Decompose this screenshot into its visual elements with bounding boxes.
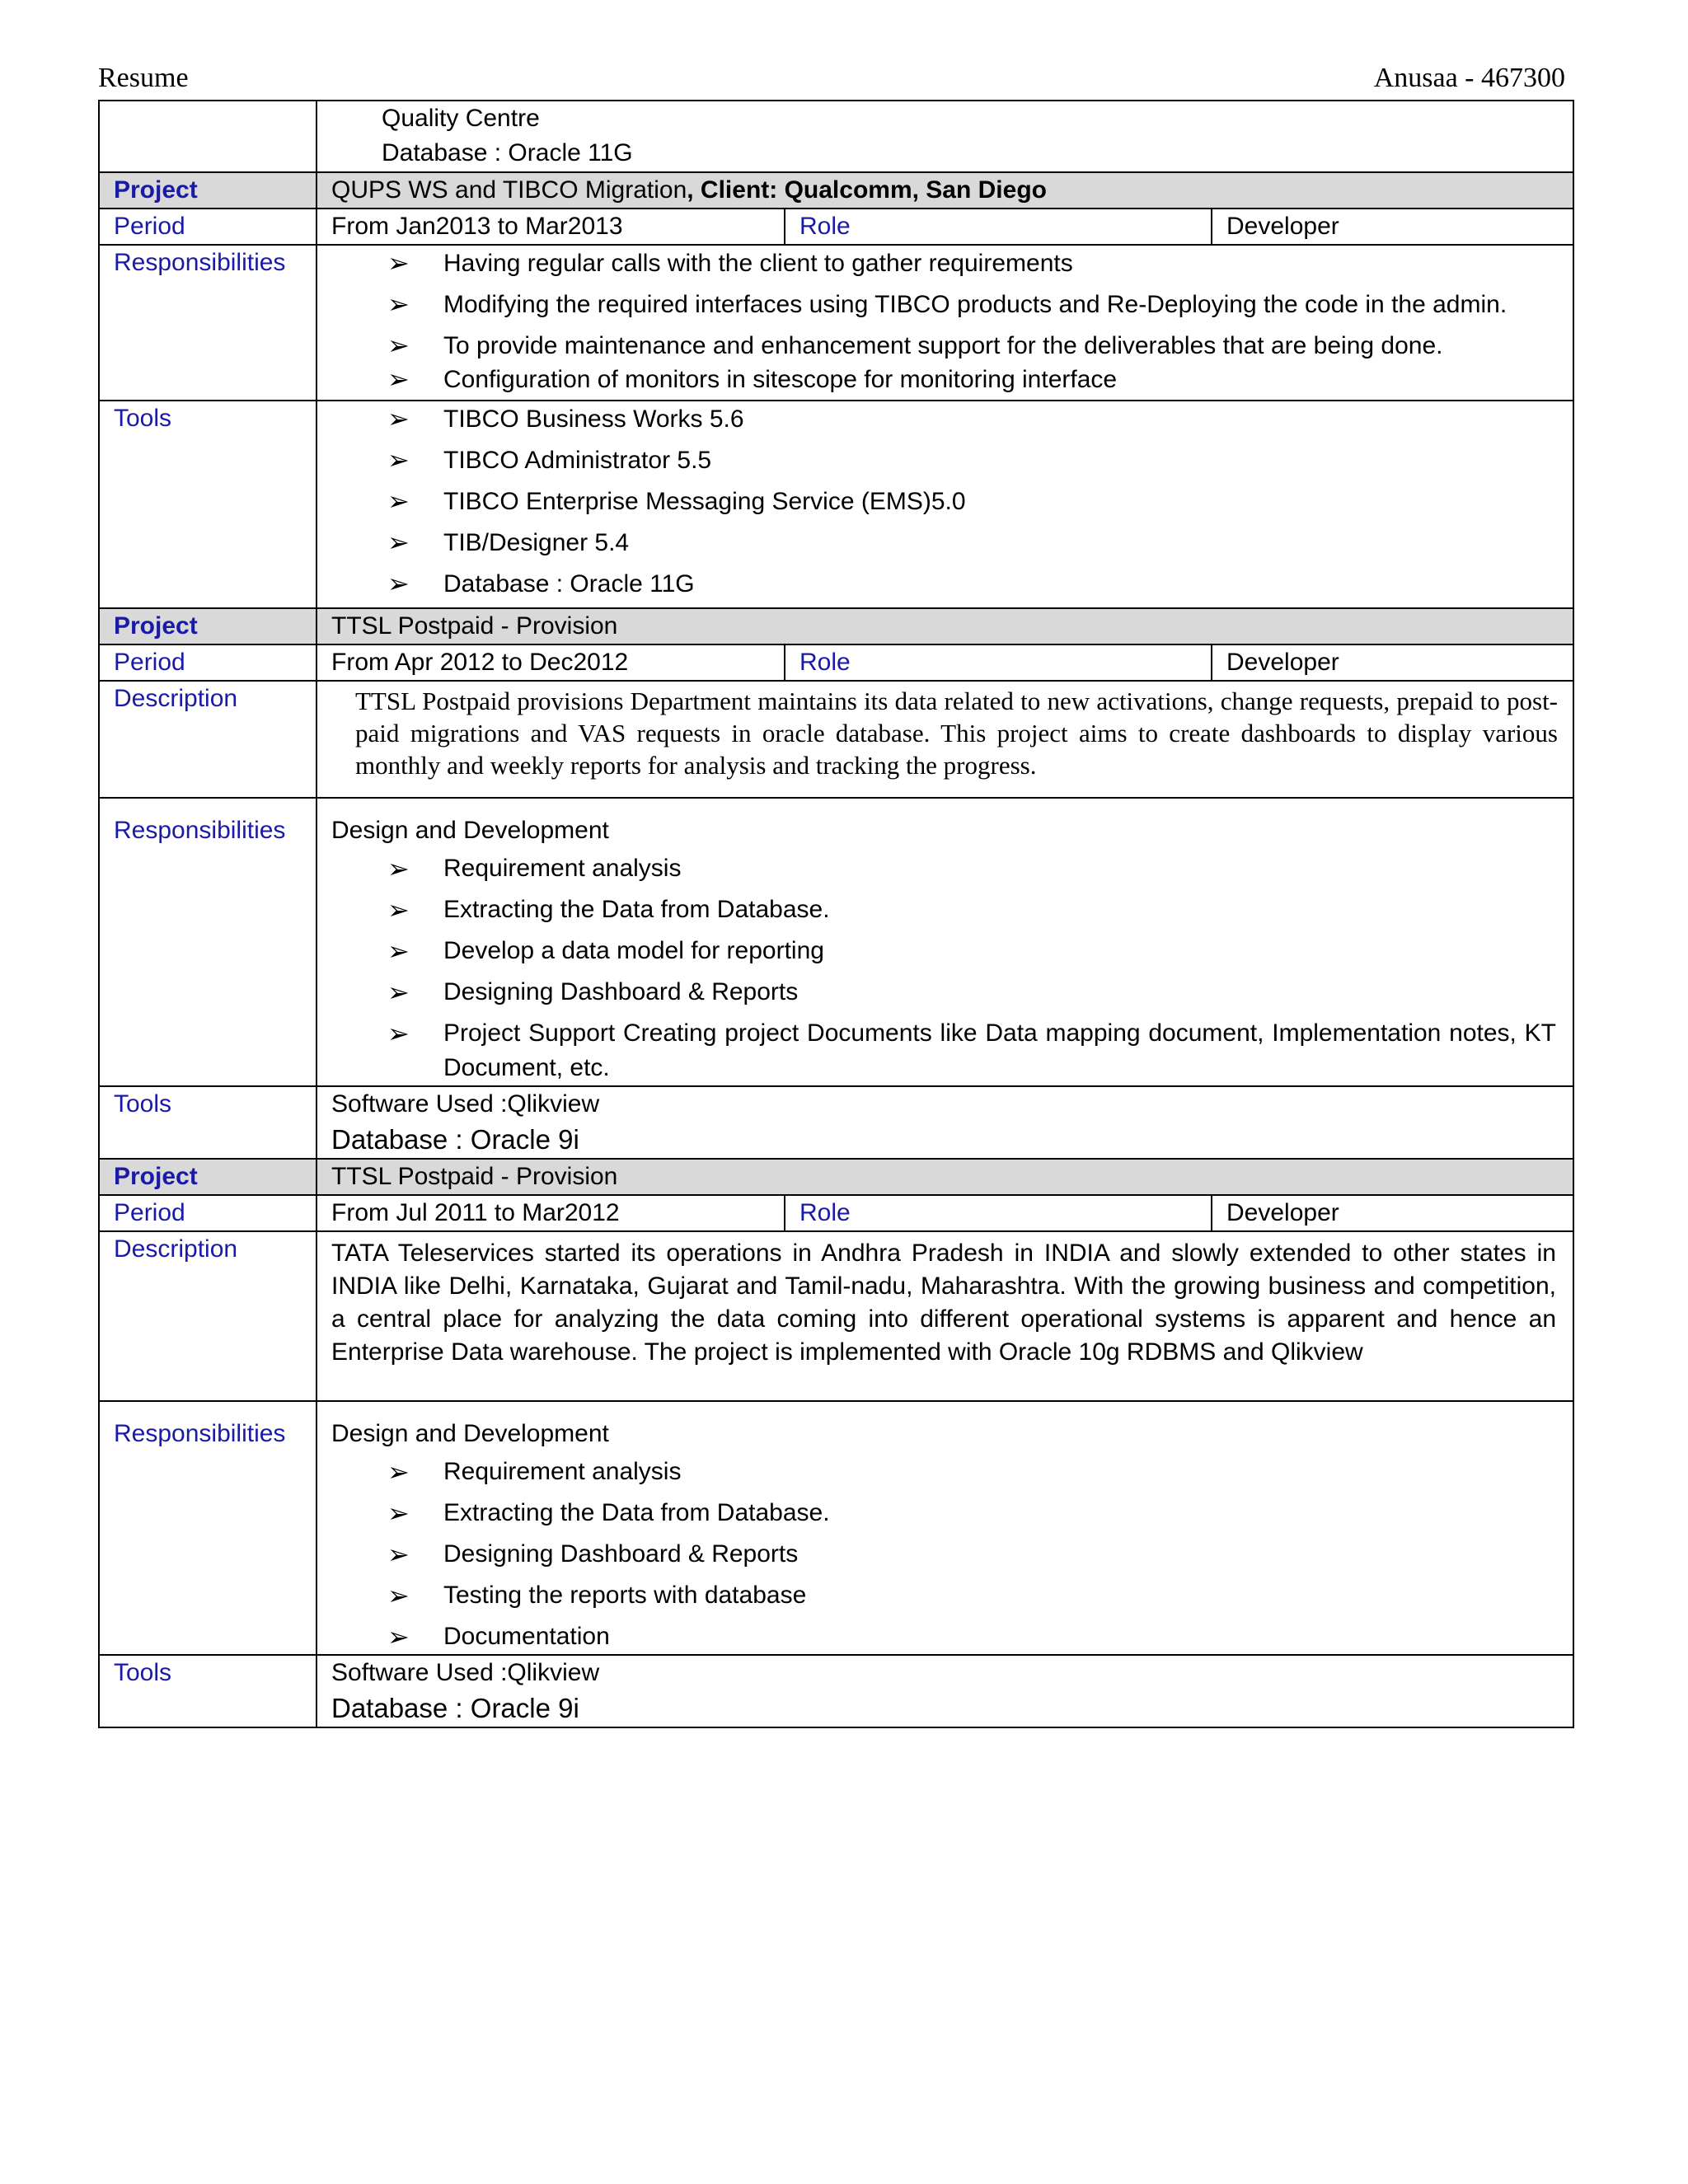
- project-client: , Client: Qualcomm, San Diego: [687, 176, 1047, 204]
- arrow-bullet-icon: ➢: [387, 936, 410, 966]
- arrow-bullet-icon: ➢: [387, 569, 410, 598]
- arrow-bullet-icon: ➢: [387, 289, 410, 319]
- project-row: [99, 1159, 1573, 1195]
- role-value: Developer: [1212, 209, 1573, 245]
- arrow-bullet-icon: ➢: [387, 445, 410, 475]
- list-item: ➢ Database : Oracle 11G: [331, 566, 1556, 602]
- list-item: ➢ Requirement analysis: [331, 851, 1556, 886]
- responsibilities-row: [99, 1401, 1573, 1655]
- list-item: ➢ Extracting the Data from Database.: [331, 1496, 1556, 1530]
- responsibilities-row: [99, 245, 1573, 401]
- tools-label: Tools: [99, 401, 316, 608]
- list-item: ➢ Designing Dashboard & Reports: [331, 975, 1556, 1010]
- label-cell-empty: [99, 101, 316, 172]
- tools-software: Software Used :Qlikview: [331, 1659, 600, 1686]
- period-row: [99, 209, 1573, 245]
- description-text: TATA Teleservices started its operations in Andhra Pradesh in INDIA and slowly extended to other states in INDIA like Delhi, Karnataka, Gujarat and Tamil-nadu, Maharashtra. With the growing business and competition, a central place for analyzing the data coming into different operational systems is apparent and hence an Enterprise Data warehouse. The project is implemented with Oracle 10g RDBMS and Qlikview: [331, 1240, 1556, 1366]
- arrow-bullet-icon: ➢: [387, 1581, 410, 1610]
- responsibilities-heading: Design and Development: [331, 817, 609, 844]
- description-row: [99, 1231, 1573, 1401]
- responsibilities-list: [331, 1455, 1573, 1654]
- carryover-cell: [316, 101, 1573, 172]
- arrow-bullet-icon: ➢: [387, 486, 410, 516]
- project-row: [99, 608, 1573, 644]
- project-label: Project: [99, 608, 316, 644]
- arrow-bullet-icon: ➢: [387, 1457, 410, 1487]
- list-item: ➢ Requirement analysis: [331, 1455, 1556, 1489]
- arrow-bullet-icon: ➢: [387, 248, 410, 278]
- arrow-bullet-icon: ➢: [387, 364, 410, 394]
- list-item: ➢ Testing the reports with database: [331, 1578, 1556, 1613]
- tools-cell: [316, 1655, 1573, 1727]
- description-label: Description: [99, 681, 316, 798]
- project-name: TTSL Postpaid - Provision: [316, 1159, 1573, 1195]
- arrow-bullet-icon: ➢: [387, 854, 410, 883]
- tools-row: [99, 401, 1573, 608]
- tools-cell: [316, 401, 1573, 608]
- arrow-bullet-icon: ➢: [387, 1019, 410, 1048]
- period-value: From Apr 2012 to Dec2012: [316, 644, 785, 681]
- project-row: [99, 172, 1573, 209]
- period-label: Period: [99, 644, 316, 681]
- description-cell: [316, 681, 1573, 798]
- responsibilities-label: Responsibilities: [99, 245, 316, 401]
- list-item: ➢ TIBCO Business Works 5.6: [331, 401, 1556, 437]
- project-name: TTSL Postpaid - Provision: [316, 608, 1573, 644]
- arrow-bullet-icon: ➢: [387, 895, 410, 925]
- period-row: [99, 1195, 1573, 1231]
- project-title: [316, 172, 1573, 209]
- responsibilities-label: Responsibilities: [99, 798, 316, 1086]
- list-item: ➢ Project Support Creating project Documents like Data mapping document, Implementation notes, KT Document, etc.: [331, 1016, 1556, 1085]
- tools-list: [331, 401, 1573, 602]
- responsibilities-cell: [316, 798, 1573, 1086]
- arrow-bullet-icon: ➢: [387, 1498, 410, 1528]
- tools-row: [99, 1655, 1573, 1727]
- tools-cell: [316, 1086, 1573, 1159]
- tools-database: Database : Oracle 9i: [331, 1124, 579, 1155]
- list-item: ➢ Designing Dashboard & Reports: [331, 1537, 1556, 1572]
- list-item: ➢ Having regular calls with the client to gather requirements: [331, 246, 1556, 281]
- role-label: Role: [785, 1195, 1212, 1231]
- tools-software: Software Used :Qlikview: [331, 1090, 600, 1118]
- role-label: Role: [785, 209, 1212, 245]
- arrow-bullet-icon: ➢: [387, 404, 410, 434]
- list-item: ➢ TIBCO Administrator 5.5: [331, 443, 1556, 478]
- period-value: From Jan2013 to Mar2013: [316, 209, 785, 245]
- arrow-bullet-icon: ➢: [387, 330, 410, 360]
- projects-table: [98, 100, 1574, 1728]
- description-row: [99, 681, 1573, 798]
- arrow-bullet-icon: ➢: [387, 1540, 410, 1569]
- arrow-bullet-icon: ➢: [387, 977, 410, 1007]
- header-candidate-id: Anusaa - 467300: [1373, 63, 1565, 93]
- arrow-bullet-icon: ➢: [387, 1622, 410, 1652]
- role-value: Developer: [1212, 1195, 1573, 1231]
- page-header: [98, 58, 1565, 101]
- tools-label: Tools: [99, 1086, 316, 1159]
- period-label: Period: [99, 209, 316, 245]
- description-cell: [316, 1231, 1573, 1401]
- responsibilities-label: Responsibilities: [99, 1401, 316, 1655]
- carryover-line: Database : Oracle 11G: [382, 139, 633, 166]
- arrow-bullet-icon: ➢: [387, 527, 410, 557]
- list-item: ➢ Configuration of monitors in sitescope for monitoring interface: [331, 362, 1556, 397]
- period-row: [99, 644, 1573, 681]
- description-text: TTSL Postpaid provisions Department maintains its data related to new activations, change requests, prepaid to post-paid migrations and VAS requests in oracle database. This project aims to create dashboards to display various monthly and weekly reports for analysis and tracking the progress.: [355, 687, 1558, 780]
- role-value: Developer: [1212, 644, 1573, 681]
- project-label: Project: [99, 172, 316, 209]
- responsibilities-cell: [316, 245, 1573, 401]
- tools-database: Database : Oracle 9i: [331, 1693, 579, 1723]
- responsibilities-row: [99, 798, 1573, 1086]
- list-item: ➢ To provide maintenance and enhancement support for the deliverables that are being done.: [331, 328, 1556, 363]
- responsibilities-list: [331, 246, 1573, 397]
- role-label: Role: [785, 644, 1212, 681]
- carryover-row: [99, 101, 1573, 172]
- description-label: Description: [99, 1231, 316, 1401]
- list-item: ➢ TIBCO Enterprise Messaging Service (EMS)5.0: [331, 484, 1556, 519]
- list-item: ➢ Modifying the required interfaces using TIBCO products and Re-Deploying the code in the admin.: [331, 287, 1556, 322]
- project-label: Project: [99, 1159, 316, 1195]
- responsibilities-cell: [316, 1401, 1573, 1655]
- list-item: ➢ Develop a data model for reporting: [331, 934, 1556, 968]
- list-item: ➢ TIB/Designer 5.4: [331, 525, 1556, 560]
- list-item: ➢ Documentation: [331, 1619, 1556, 1654]
- period-value: From Jul 2011 to Mar2012: [316, 1195, 785, 1231]
- header-title: Resume: [98, 63, 189, 93]
- responsibilities-list: [331, 851, 1573, 1085]
- carryover-line: Quality Centre: [382, 105, 540, 132]
- tools-row: [99, 1086, 1573, 1159]
- project-name: QUPS WS and TIBCO Migration: [331, 176, 687, 204]
- tools-label: Tools: [99, 1655, 316, 1727]
- responsibilities-heading: Design and Development: [331, 1420, 609, 1447]
- list-item: ➢ Extracting the Data from Database.: [331, 893, 1556, 927]
- period-label: Period: [99, 1195, 316, 1231]
